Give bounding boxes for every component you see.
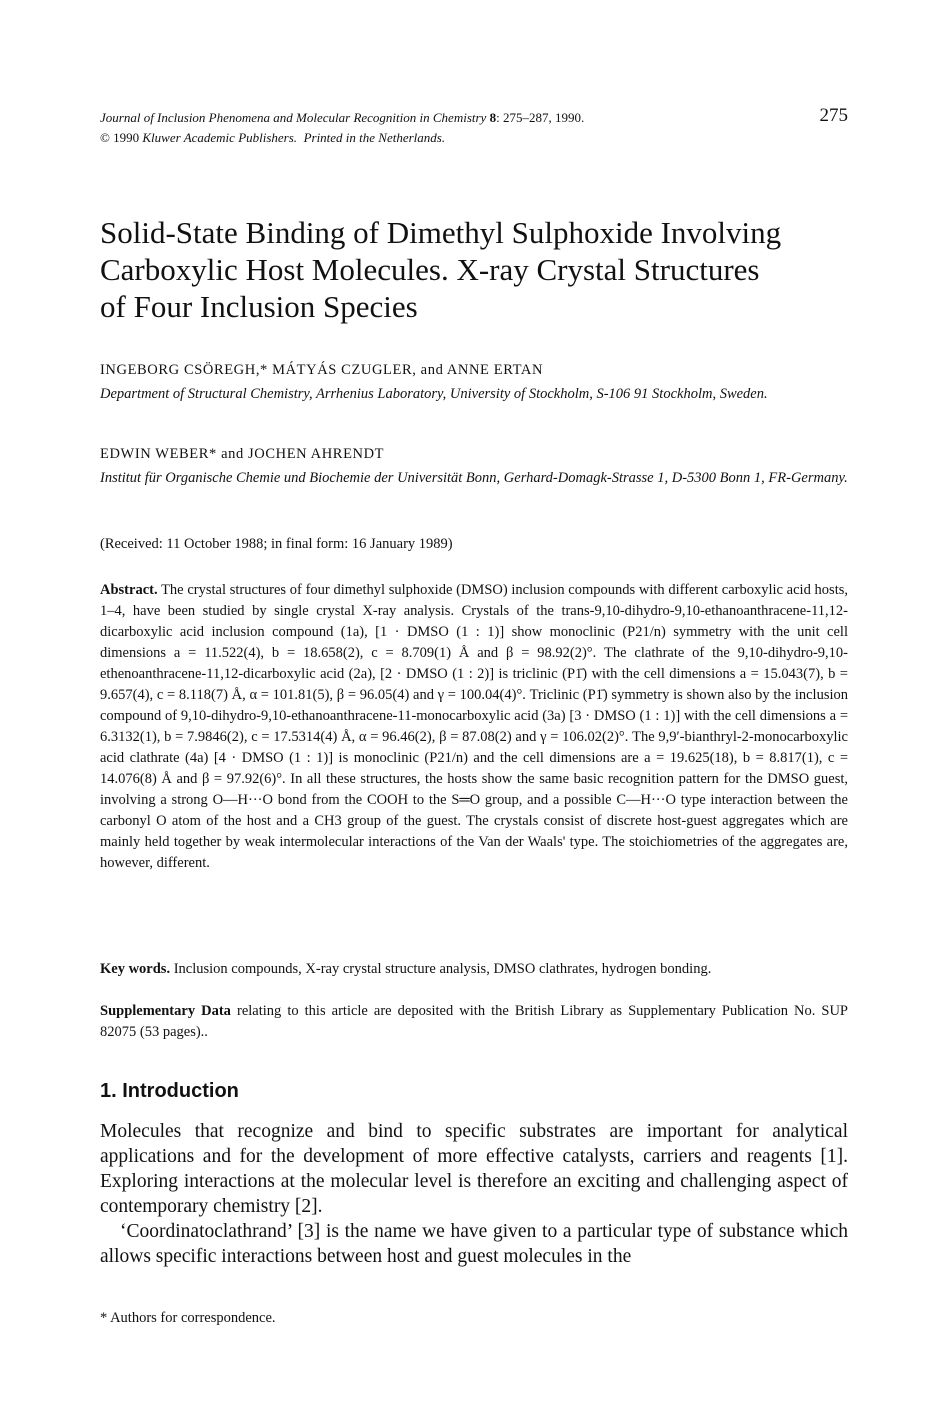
intro-paragraph-2: ‘Coordinatoclathrand’ [3] is the name we have given to a particular type of substance which allows specific interactions between host and guest molecules in the: [100, 1221, 848, 1267]
supplementary-label: Supplementary Data: [100, 1003, 231, 1019]
journal-volume: 8: [489, 110, 497, 125]
intro-paragraph-1: Molecules that recognize and bind to specific substrates are important for analytical applications and for the development of more effective catalysts, carriers and reagents [1]. Exploring interactions at the molecular level is therefore an exciting and challenging aspect of contemporary chemistry [2].: [100, 1121, 848, 1217]
title-line-3: of Four Inclusion Species: [100, 289, 418, 324]
received-dates: (Received: 11 October 1988; in final form: 16 January 1989): [100, 536, 453, 552]
supplementary-data: [100, 1001, 848, 1043]
supplementary-text: relating to this article are deposited with the British Library as Supplementary Publication No. SUP 82075 (53 pages)..: [100, 1003, 849, 1040]
affiliation-2: Institut für Organische Chemie und Biochemie der Universität Bonn, Gerhard-Domagk-Strasse 1, D-5300 Bonn 1, FR-Germany.: [100, 470, 848, 486]
author-list-2: EDWIN WEBER* and JOCHEN AHRENDT: [100, 446, 385, 462]
printed-in: Printed in the Netherlands.: [303, 130, 446, 145]
copyright-year: 1990: [113, 130, 140, 145]
introduction-body: [100, 1119, 848, 1269]
copyright-line: [100, 128, 740, 148]
journal-pages: : 275–287, 1990.: [496, 110, 585, 125]
journal-header: [100, 108, 740, 148]
affiliation-1: Department of Structural Chemistry, Arrhenius Laboratory, University of Stockholm, S-106 91 Stockholm, Sweden.: [100, 386, 768, 402]
section-heading: 1. Introduction: [100, 1080, 239, 1102]
author-list-1: INGEBORG CSÖREGH,* MÁTYÁS CZUGLER, and ANNE ERTAN: [100, 362, 544, 378]
footnote: * Authors for correspondence.: [100, 1310, 276, 1326]
journal-citation: [100, 108, 740, 128]
abstract-label: Abstract.: [100, 582, 158, 598]
copyright-symbol: ©: [100, 130, 110, 145]
journal-name: Journal of Inclusion Phenomena and Molecular Recognition in Chemistry: [100, 110, 487, 125]
publisher: Kluwer Academic Publishers.: [142, 130, 298, 145]
title-line-2: Carboxylic Host Molecules. X-ray Crystal Structures: [100, 252, 760, 287]
title-line-1: Solid-State Binding of Dimethyl Sulphoxide Involving: [100, 215, 782, 250]
paper-title: [100, 214, 860, 325]
keywords-text: Inclusion compounds, X-ray crystal structure analysis, DMSO clathrates, hydrogen bonding.: [173, 961, 712, 977]
abstract: [100, 580, 848, 874]
keywords-label: Key words.: [100, 961, 171, 977]
page-number: 275: [819, 105, 848, 126]
keywords: [100, 959, 848, 980]
abstract-text: The crystal structures of four dimethyl sulphoxide (DMSO) inclusion compounds with different carboxylic acid hosts, 1–4, have been studied by single crystal X-ray analysis. Crystals of the trans-9,10-dihydro-9,10-ethanoanthracene-11,12-dicarboxylic acid inclusion compound (1a), [1 · DMSO (1 : 1)] show monoclinic (P21/n) symmetry with the unit cell dimensions a = 11.522(4), b = 18.658(2), c = 8.709(1) Å and β = 98.92(2)°. The clathrate of the 9,10-dihydro-9,10-ethenoanthracene-11,12-dicarboxylic acid (2a), [2 · DMSO (1 : 2)] is triclinic (P1̄) with the cell dimensions a = 15.043(7), b = 9.657(4), c = 8.118(7) Å, α = 101.81(5), β = 96.05(4) and γ = 100.04(4)°. Triclinic (P1̄) symmetry is shown also by the inclusion compound of 9,10-dihydro-9,10-ethanoanthracene-11-monocarboxylic acid (3a) [3 · DMSO (1 : 1)] with the cell dimensions a = 6.3132(1), b = 7.9846(2), c = 17.5314(4) Å, α = 96.46(2), β = 87.08(2) and γ = 106.02(2)°. The 9,9′-bianthryl-2-monocarboxylic acid clathrate (4a) [4 · DMSO (1 : 1)] is monoclinic (P21/n) and the cell dimensions are a = 19.625(18), b = 8.817(1), c = 14.076(8) Å and β = 97.92(6)°. In all these structures, the hosts show the same basic recognition pattern for the DMSO guest, involving a strong O—H···O bond from the COOH to the S═O group, and a possible C—H···O type interaction between the carbonyl O atom of the host and a CH3 group of the guest. The crystals consist of discrete host-guest aggregates which are mainly held together by weak intermolecular interactions of the Van der Waals' type. The stoichiometries of the aggregates are, however, different.: [100, 582, 848, 871]
